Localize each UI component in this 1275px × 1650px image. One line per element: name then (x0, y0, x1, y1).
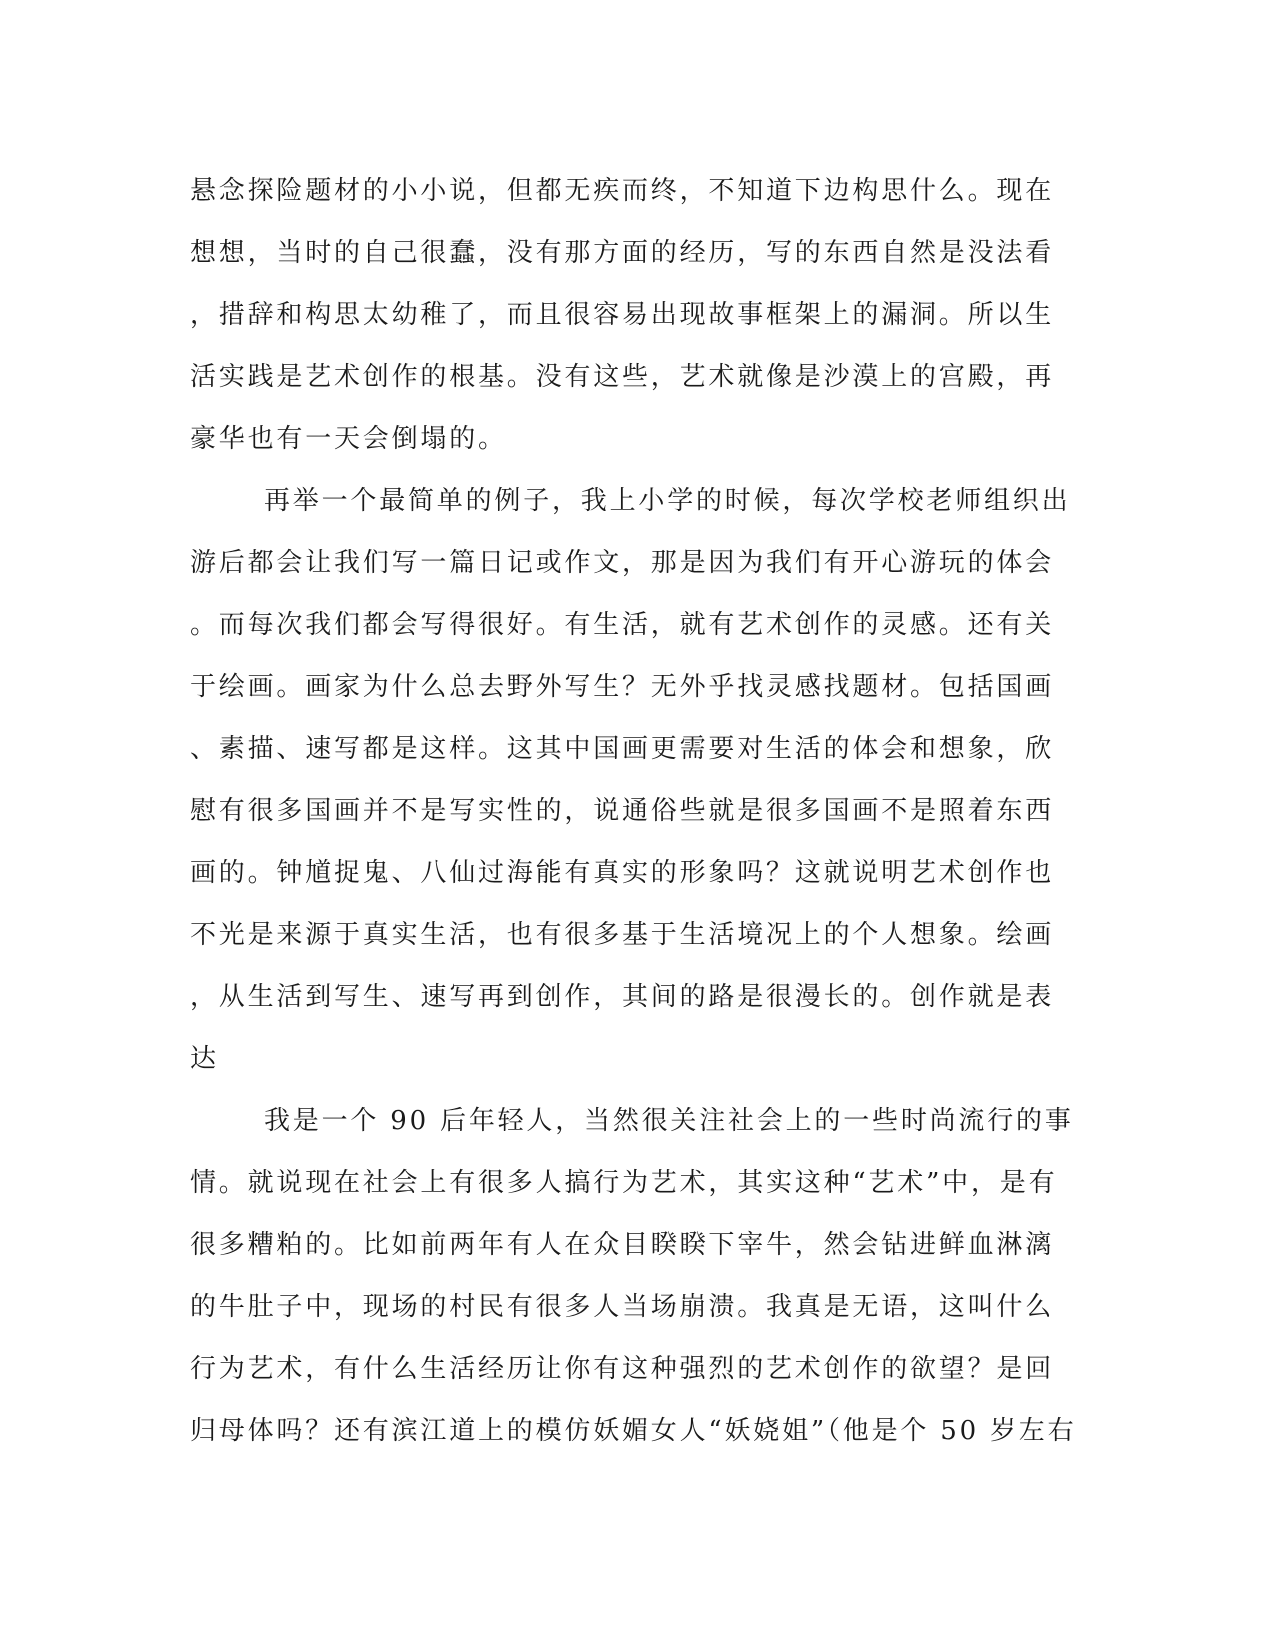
text-line: 很多糟粕的。比如前两年有人在众目睽睽下宰牛，然会钻进鲜血淋漓 (190, 1230, 1055, 1260)
paragraph-1 (190, 160, 1070, 470)
text-line: 的牛肚子中，现场的村民有很多人当场崩溃。我真是无语，这叫什么 (190, 1292, 1055, 1322)
text-line: ，措辞和构思太幼稚了，而且很容易出现故事框架上的漏洞。所以生 (190, 300, 1055, 330)
text-line: 不光是来源于真实生活，也有很多基于生活境况上的个人想象。绘画 (190, 920, 1055, 950)
text-line: 悬念探险题材的小小说，但都无疾而终，不知道下边构思什么。现在 (190, 176, 1055, 206)
text-line: 于绘画。画家为什么总去野外写生？无外乎找灵感找题材。包括国画 (190, 672, 1055, 702)
paragraph-2 (190, 470, 1070, 1090)
text-line: ，从生活到写生、速写再到创作，其间的路是很漫长的。创作就是表 (190, 982, 1055, 1012)
paragraph-3 (190, 1090, 1077, 1462)
text-line: 我是一个 90 后年轻人，当然很关注社会上的一些时尚流行的事 (264, 1106, 1074, 1136)
text-line: 达 (190, 1044, 219, 1074)
text-line: 慰有很多国画并不是写实性的，说通俗些就是很多国画不是照着东西 (190, 796, 1055, 826)
text-line: 归母体吗？还有滨江道上的模仿妖媚女人“妖娆姐”（他是个 50 岁左右 (190, 1416, 1077, 1446)
text-line: 再举一个最简单的例子，我上小学的时候，每次学校老师组织出 (264, 486, 1071, 516)
text-line: 活实践是艺术创作的根基。没有这些，艺术就像是沙漠上的宫殿，再 (190, 362, 1055, 392)
text-line: 豪华也有一天会倒塌的。 (190, 424, 507, 454)
text-line: 想想，当时的自己很蠢，没有那方面的经历，写的东西自然是没法看 (190, 238, 1055, 268)
text-line: 游后都会让我们写一篇日记或作文，那是因为我们有开心游玩的体会 (190, 548, 1055, 578)
body-text (190, 160, 1077, 1462)
text-line: 行为艺术，有什么生活经历让你有这种强烈的艺术创作的欲望？是回 (190, 1354, 1055, 1384)
text-line: 。而每次我们都会写得很好。有生活，就有艺术创作的灵感。还有关 (190, 610, 1055, 640)
text-line: 画的。钟馗捉鬼、八仙过海能有真实的形象吗？这就说明艺术创作也 (190, 858, 1055, 888)
text-line: 情。就说现在社会上有很多人搞行为艺术，其实这种“艺术”中，是有 (190, 1168, 1058, 1198)
text-line: 、素描、速写都是这样。这其中国画更需要对生活的体会和想象，欣 (190, 734, 1055, 764)
